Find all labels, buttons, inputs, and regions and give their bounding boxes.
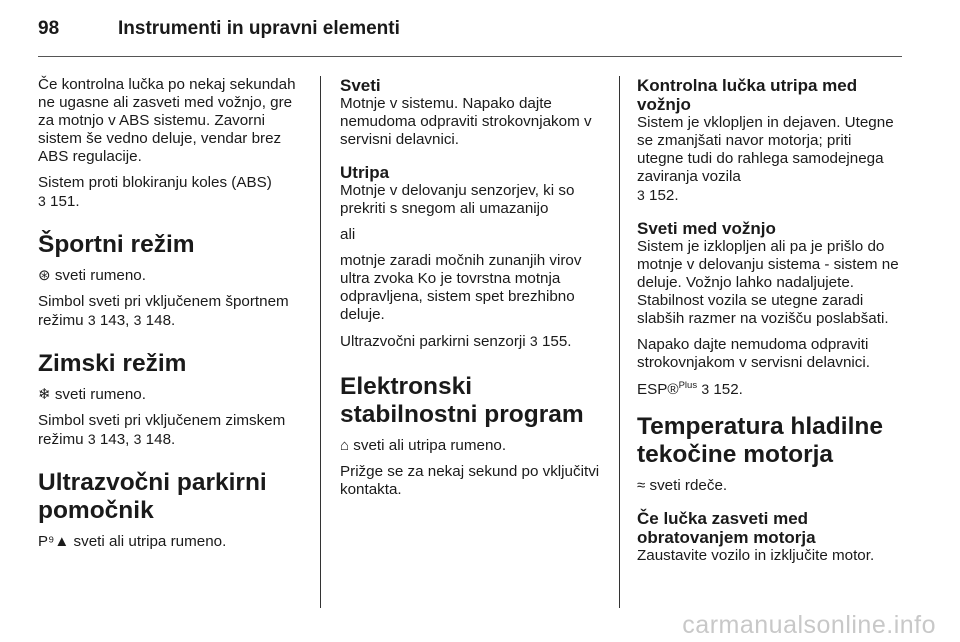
or-text: ali (340, 226, 356, 243)
parking-sensors-reference: Ultrazvočni parkirni senzorji 3 155. (340, 333, 572, 350)
coolant-indicator: ≈ sveti rdeče. (637, 477, 728, 494)
column-divider (619, 76, 620, 608)
page-ref[interactable]: 151. (50, 193, 80, 210)
blink-drive-paragraph: Sistem je vklopljen in dejaven. Utegne se zmanjšati navor motorja; priti utegne tudi do rahlega samodejnega zaviranja vozila 3 152. (637, 114, 894, 204)
blink-drive-heading: Kontrolna lučka utripa med vožnjo (637, 76, 858, 114)
coolant-heading: Temperatura hladilne tekočine motorja (637, 413, 883, 468)
sport-mode-paragraph: Simbol sveti pri vključenem športnem režimu 3 143, 3 148. (38, 293, 289, 329)
blink-heading: Utripa (340, 163, 390, 182)
esp-indicator: ⌂ sveti ali utripa rumeno. (340, 437, 507, 454)
sport-mode-indicator: ⊛ sveti rumeno. (38, 267, 146, 284)
winter-mode-heading: Zimski režim (38, 350, 187, 377)
page-ref[interactable]: 152. (713, 381, 743, 398)
ref-arrow-icon[interactable]: 3 (133, 431, 142, 447)
column-right (637, 76, 902, 573)
ref-arrow-icon[interactable]: 3 (87, 431, 96, 447)
lit-drive-heading: Sveti med vožnjo (637, 219, 776, 238)
lit-drive-paragraph-2: Napako dajte nemudoma odpraviti strokovnjakom v servisni delavnici. (637, 336, 870, 371)
ref-arrow-icon[interactable]: 3 (701, 381, 710, 397)
page-ref[interactable]: 143, (99, 312, 130, 329)
snowflake-icon: ❄ (38, 386, 51, 403)
page-header (38, 18, 400, 48)
coolant-temperature-icon: ≈ (637, 477, 646, 494)
ref-arrow-icon[interactable]: 3 (87, 312, 96, 328)
watermark: carmanualsonline.info (682, 611, 936, 639)
parking-assist-indicator: P⁹▲ sveti ali utripa rumeno. (38, 533, 227, 550)
ref-arrow-icon[interactable]: 3 (529, 333, 538, 349)
ref-arrow-icon[interactable]: 3 (38, 193, 46, 209)
blink-paragraph: Motnje v delovanju senzorjev, ki so prekriti s snegom ali umazanijo (340, 182, 575, 217)
ref-arrow-icon[interactable]: 3 (133, 312, 142, 328)
column-middle (340, 76, 602, 507)
lit-heading: Sveti (340, 76, 381, 95)
chapter-title: Instrumenti in upravni elementi (118, 18, 400, 39)
page-ref[interactable]: 143, (99, 431, 130, 448)
header-rule (38, 56, 902, 57)
sport-mode-heading: Športni režim (38, 231, 195, 258)
engine-running-heading: Če lučka zasveti med obratovanjem motorja (637, 509, 816, 547)
abs-paragraph: Če kontrolna lučka po nekaj sekundah ne ugasne ali zasveti med vožnjo, gre za motnjo v ABS sistemu. Zavorni sistem še vedno deluje, vendar brez ABS regulacije. (38, 76, 296, 165)
page-ref[interactable]: 155. (541, 333, 572, 350)
engine-running-paragraph: Zaustavite vozilo in izključite motor. (637, 547, 875, 564)
esp-car-icon: ⌂ (340, 437, 350, 454)
page-ref[interactable]: 152. (649, 187, 679, 204)
blink-paragraph-2: motnje zaradi močnih zunanjih virov ultra zvoka Ko je tovrstna motnja odpravljena, sistem spet brezhibno deluje. (340, 252, 582, 323)
parking-assist-icon: P⁹▲ (38, 533, 70, 550)
winter-mode-indicator: ❄ sveti rumeno. (38, 386, 146, 403)
page-ref[interactable]: 148. (145, 312, 176, 329)
lit-drive-paragraph: Sistem je izklopljen ali pa je prišlo do motnje v delovanju sistema - sistem ne deluje. Vožnjo lahko nadaljujete. Stabilnost vozila se utegne zaradi slabših razmer na vozišču poslabšati. (637, 238, 899, 327)
esp-paragraph: Prižge se za nekaj sekund po vključitvi kontakta. (340, 463, 600, 498)
abs-reference: Sistem proti blokiranju koles (ABS) 3 151. (38, 174, 272, 210)
sport-mode-icon: ⊛ (38, 267, 51, 284)
lit-paragraph: Motnje v sistemu. Napako dajte nemudoma odpraviti strokovnjakom v servisni delavnici. (340, 95, 592, 148)
esp-plus-reference: ESP®$^{Plus}$ 3 152. (637, 379, 743, 398)
page-number: 98 (38, 18, 60, 39)
column-divider (320, 76, 321, 608)
esp-heading: Elektronski stabilnostni program (340, 373, 584, 428)
ref-arrow-icon[interactable]: 3 (637, 187, 645, 203)
parking-assist-heading: Ultrazvočni parkirni pomočnik (38, 469, 267, 524)
page-ref[interactable]: 148. (145, 431, 176, 448)
column-left (38, 76, 308, 559)
winter-mode-paragraph: Simbol sveti pri vključenem zimskem režimu 3 143, 3 148. (38, 412, 286, 448)
